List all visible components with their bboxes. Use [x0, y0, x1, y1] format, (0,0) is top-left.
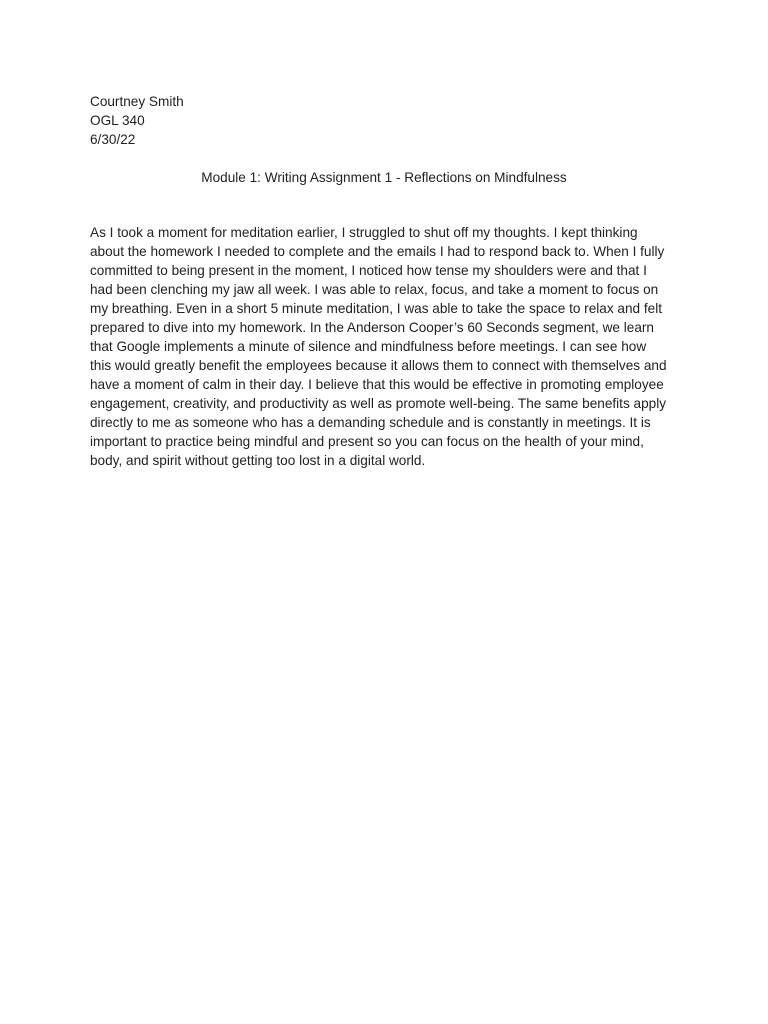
- author-name: Courtney Smith: [90, 94, 184, 109]
- paragraph-line: As I took a moment for meditation earlier, I struggled to shut off my thoughts. I kept thinking: [90, 225, 638, 240]
- paragraph-line: had been clenching my jaw all week. I was able to relax, focus, and take a moment to focus on: [90, 282, 659, 297]
- paragraph-line: important to practice being mindful and present so you can focus on the health of your mind,: [90, 434, 644, 449]
- paragraph-line: body, and spirit without getting too lost in a digital world.: [90, 453, 426, 468]
- document-header: [90, 92, 184, 149]
- paragraph-line: my breathing. Even in a short 5 minute meditation, I was able to take the space to relax and felt: [90, 301, 663, 316]
- course-code: OGL 340: [90, 113, 145, 128]
- paragraph-line: that Google implements a minute of silence and mindfulness before meetings. I can see how: [90, 339, 647, 354]
- document-date: 6/30/22: [90, 132, 136, 147]
- body-paragraph: [90, 223, 690, 470]
- paragraph-line: have a moment of calm in their day. I believe that this would be effective in promoting employee: [90, 377, 664, 392]
- paragraph-line: prepared to dive into my homework. In the Anderson Cooper’s 60 Seconds segment, we learn: [90, 320, 654, 335]
- paragraph-line: about the homework I needed to complete and the emails I had to respond back to. When I fully: [90, 244, 665, 259]
- paragraph-line: engagement, creativity, and productivity as well as promote well-being. The same benefits apply: [90, 396, 667, 411]
- document-title: Module 1: Writing Assignment 1 - Reflections on Mindfulness: [201, 170, 567, 185]
- paragraph-line: committed to being present in the moment, I noticed how tense my shoulders were and that I: [90, 263, 647, 278]
- paragraph-line: this would greatly benefit the employees because it allows them to connect with themselves and: [90, 358, 667, 373]
- paragraph-line: directly to me as someone who has a demanding schedule and is constantly in meetings. It is: [90, 415, 651, 430]
